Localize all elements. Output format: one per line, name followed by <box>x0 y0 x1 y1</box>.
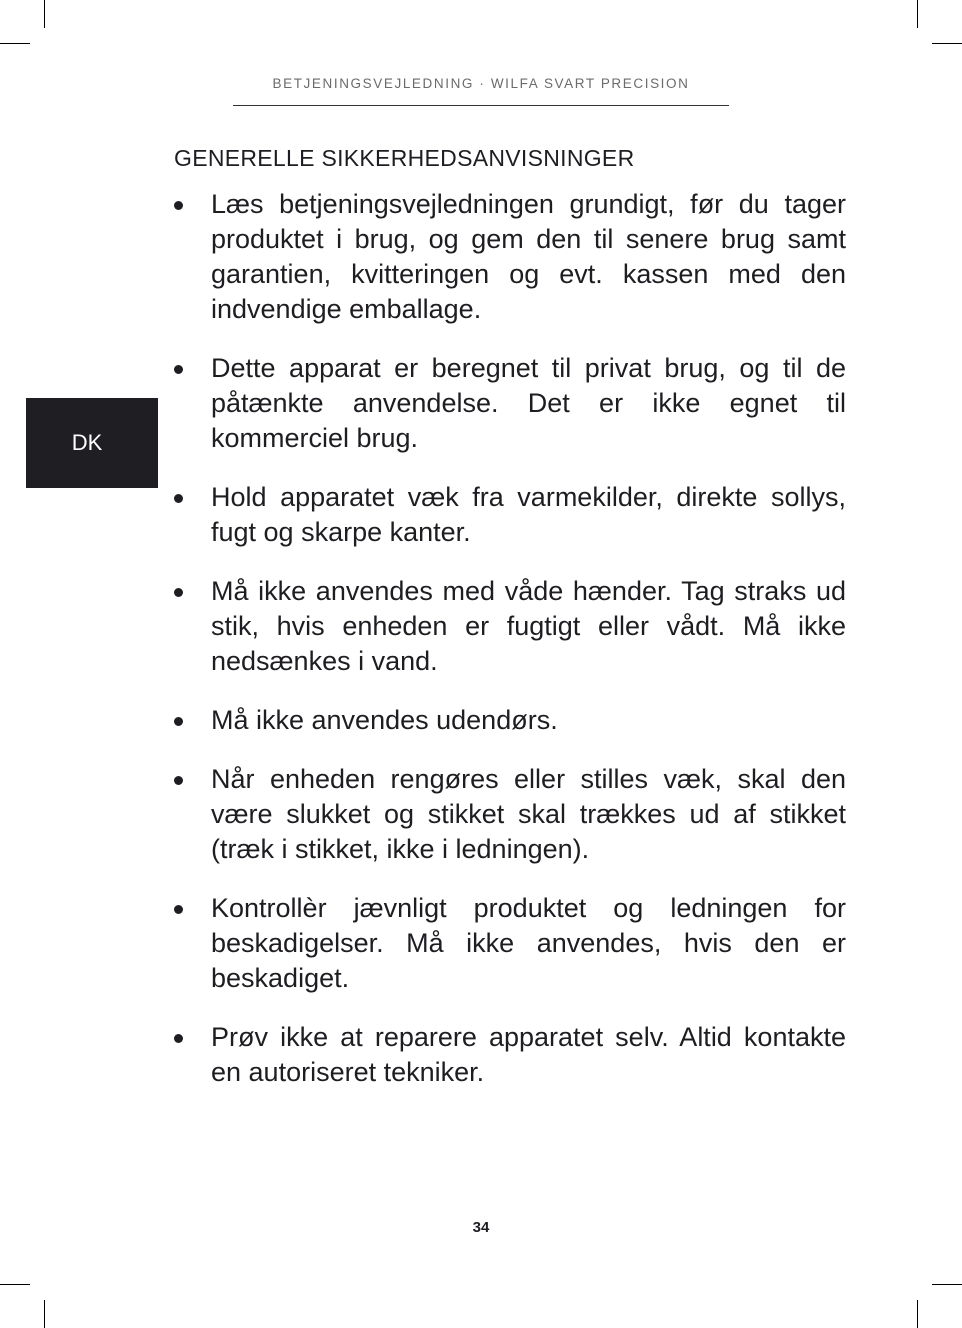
running-header: BETJENINGSVEJLEDNING · WILFA SVART PRECISION <box>272 76 690 91</box>
header-divider <box>233 105 729 106</box>
list-item-text: Læs betjeningsvejledningen grundigt, før du tager produktet i brug, og gem den til senere brug samt garantien, kvitteringen og evt. kassen med den indvendige emballage. <box>211 189 846 324</box>
list-item-text: Når enheden rengøres eller stilles væk, skal den være slukket og stikket skal trækkes ud af stikket (træk i stikket, ikke i ledningen). <box>211 764 846 864</box>
crop-mark <box>932 1284 962 1285</box>
bullet-icon <box>174 365 183 374</box>
list-item <box>174 891 846 996</box>
crop-mark <box>44 1300 45 1328</box>
bullet-icon <box>174 494 183 503</box>
list-item <box>174 351 846 456</box>
list-item <box>174 762 846 867</box>
crop-mark <box>932 43 962 44</box>
language-tab: DK <box>26 398 158 488</box>
bullet-icon <box>174 588 183 597</box>
bullet-icon <box>174 717 183 726</box>
list-item-text: Må ikke anvendes udendørs. <box>211 705 558 735</box>
crop-mark <box>917 0 918 28</box>
crop-mark <box>0 1284 30 1285</box>
section-title: GENERELLE SIKKERHEDSANVISNINGER <box>174 145 635 171</box>
list-item-text: Prøv ikke at reparere apparatet selv. Altid kontakte en autoriseret tekniker. <box>211 1022 846 1087</box>
safety-instructions-list <box>174 187 846 1114</box>
list-item-text: Må ikke anvendes med våde hænder. Tag straks ud stik, hvis enheden er fugtigt eller vådt. Må ikke nedsænkes i vand. <box>211 576 846 676</box>
bullet-icon <box>174 905 183 914</box>
list-item-text: Dette apparat er beregnet til privat brug, og til de påtænkte anvendelse. Det er ikke egnet til kommerciel brug. <box>211 353 846 453</box>
list-item <box>174 703 846 738</box>
page-number: 34 <box>472 1219 490 1236</box>
crop-mark <box>0 43 30 44</box>
bullet-icon <box>174 1034 183 1043</box>
list-item <box>174 574 846 679</box>
list-item-text: Hold apparatet væk fra varmekilder, direkte sollys, fugt og skarpe kanter. <box>211 482 846 547</box>
bullet-icon <box>174 201 183 210</box>
list-item <box>174 480 846 550</box>
crop-mark <box>917 1300 918 1328</box>
list-item-text: Kontrollèr jævnligt produktet og ledningen for beskadigelser. Må ikke anvendes, hvis den er beskadiget. <box>211 893 846 993</box>
crop-mark <box>44 0 45 28</box>
bullet-icon <box>174 776 183 785</box>
list-item <box>174 1020 846 1090</box>
list-item <box>174 187 846 327</box>
